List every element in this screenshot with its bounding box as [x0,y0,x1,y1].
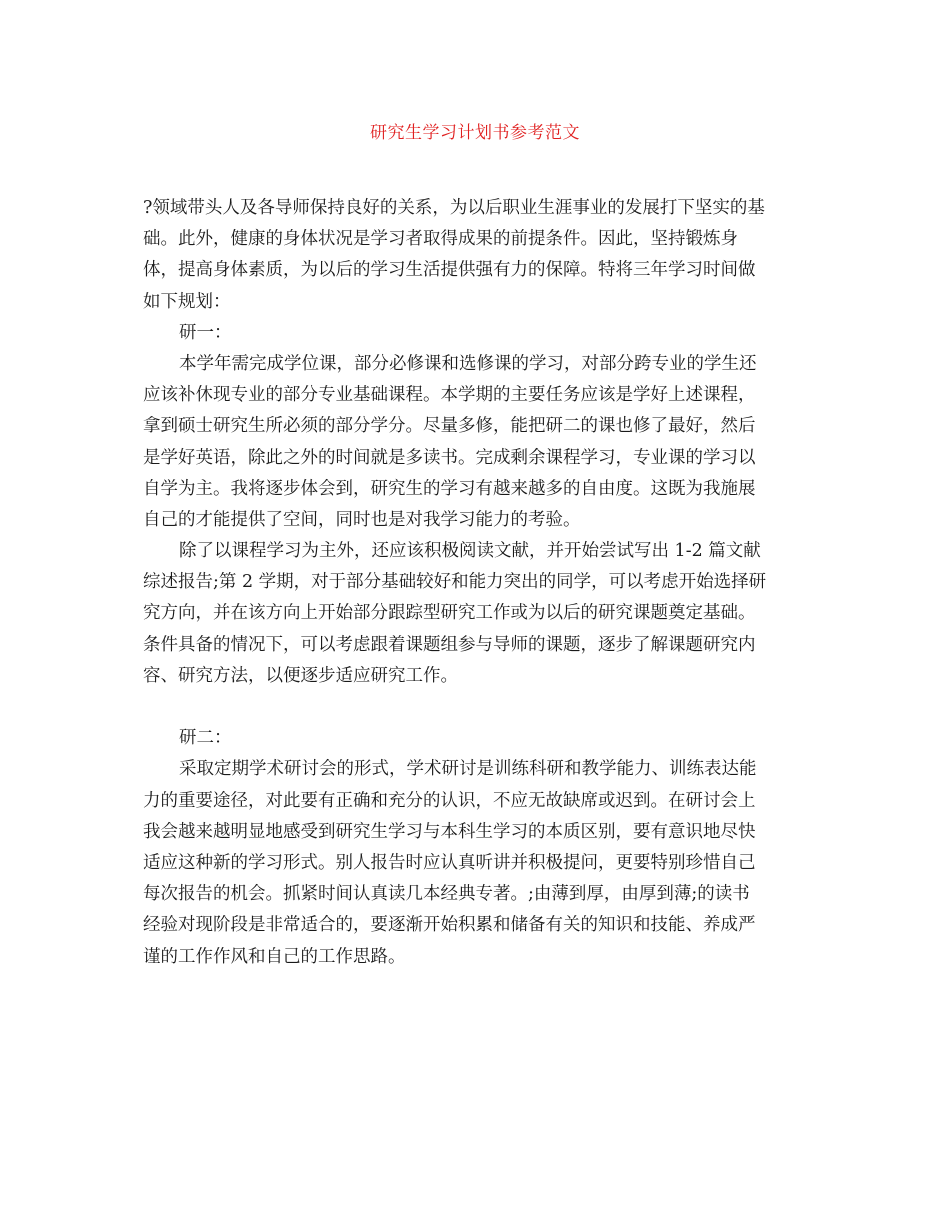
text-line: 经验对现阶段是非常适合的，要逐渐开始积累和储备有关的知识和技能、养成严 [143,915,756,936]
text-line: 自己的才能提供了空间，同时也是对我学习能力的考验。 [143,509,581,530]
section-heading-year-one: 研一： [179,322,232,343]
text-line: 是学好英语，除此之外的时间就是多读书。完成剩余课程学习，专业课的学习以 [143,447,756,468]
text-line: 本学年需完成学位课，部分必修课和选修课的学习，对部分跨专业的学生还 [179,353,757,374]
section-heading-year-two: 研二： [179,728,232,749]
text-line: 每次报告的机会。抓紧时间认真读几本经典专著。;由薄到厚，由厚到薄;的读书 [143,884,750,905]
text-line: 体，提高身体素质，为以后的学习生活提供强有力的保障。特将三年学习时间做 [143,260,756,281]
text-line: 适应这种新的学习形式。别人报告时应认真听讲并积极提问，更要特别珍惜自己 [143,852,756,873]
text-line: 除了以课程学习为主外，还应该积极阅读文献，并开始尝试写出 1-2 篇文献 [179,541,761,562]
text-line: 力的重要途径，对此要有正确和充分的认识，不应无故缺席或迟到。在研讨会上 [143,790,756,811]
text-line: 条件具备的情况下，可以考虑跟着课题组参与导师的课题，逐步了解课题研究内 [143,634,756,655]
text-line: 综述报告;第 2 学期，对于部分基础较好和能力突出的同学，可以考虑开始选择研 [143,572,767,593]
text-line: 采取定期学术研讨会的形式，学术研讨是训练科研和教学能力、训练表达能 [179,759,757,780]
text-line: 如下规划： [143,291,231,312]
text-line: 应该补休现专业的部分专业基础课程。本学期的主要任务应该是学好上述课程， [143,385,756,406]
text-line: ?领域带头人及各导师保持良好的关系，为以后职业生涯事业的发展打下坚实的基 [143,198,765,218]
document-body [143,193,811,973]
blank-line [143,692,811,723]
text-line: 础。此外，健康的身体状况是学习者取得成果的前提条件。因此，坚持锻炼身 [143,229,738,250]
text-line: 容、研究方法，以便逐步适应研究工作。 [143,665,458,686]
document-title: 研究生学习计划书参考范文 [370,123,580,143]
text-line: 我会越来越明显地感受到研究生学习与本科生学习的本质区别，要有意识地尽快 [143,821,756,842]
text-line: 拿到硕士研究生所必须的部分学分。尽量多修，能把研二的课也修了最好，然后 [143,416,756,437]
text-line: 谨的工作作风和自己的工作思路。 [143,946,406,967]
text-line: 究方向，并在该方向上开始部分跟踪型研究工作或为以后的研究课题奠定基础。 [143,603,756,624]
text-line: 自学为主。我将逐步体会到，研究生的学习有越来越多的自由度。这既为我施展 [143,478,756,499]
